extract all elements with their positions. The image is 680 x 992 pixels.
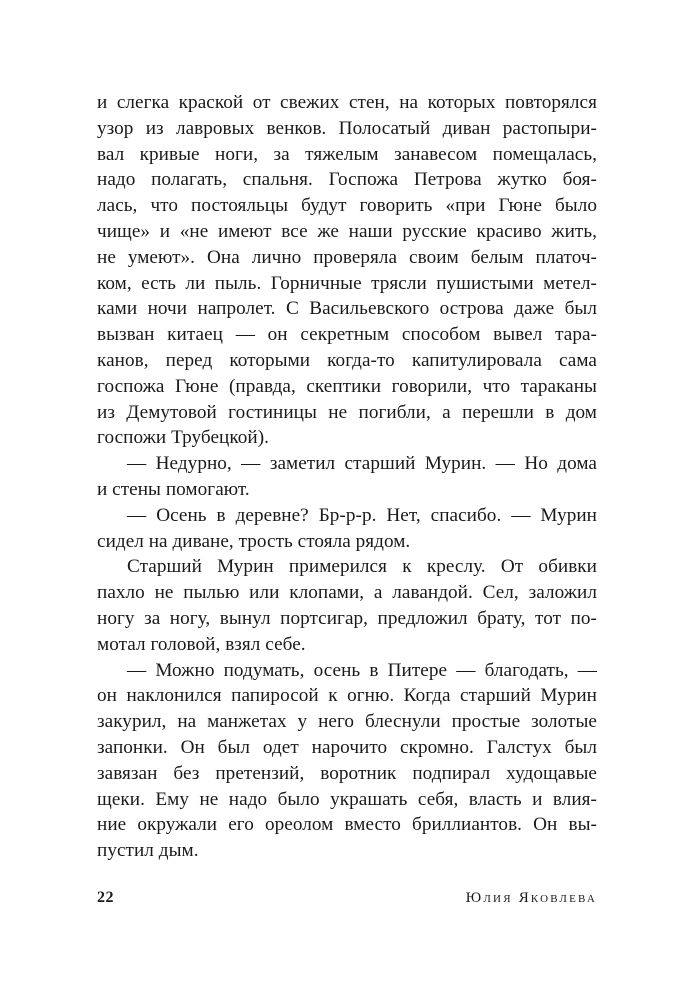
text-line: не умеют». Она лично проверяла своим белым платоч-: [97, 246, 597, 268]
text-line: лась, что постояльцы будут говорить «при Гюне было: [97, 195, 597, 217]
text-line: из Демутовой гостиницы не погибли, а перешли в дом: [97, 401, 597, 423]
text-line: — Осень в деревне? Бр-р-р. Нет, спасибо. — Мурин: [127, 504, 597, 526]
text-line: Старший Мурин примерился к креслу. От обивки: [127, 556, 597, 578]
text-line: завязан без претензий, воротник подпирал худощавые: [97, 762, 597, 784]
text-line: вызван китаец — он секретным способом вывел тара-: [97, 324, 597, 346]
text-line: пахло не пылью или клопами, а лавандой. Сел, заложил: [97, 582, 597, 604]
text-line: закурил, на манжетах у него блеснули простые золотые: [97, 711, 597, 733]
text-line: мотал головой, взял себе.: [97, 633, 306, 655]
text-line: ногу за ногу, вынул портсигар, предложил брату, тот по-: [97, 607, 597, 629]
text-line: госпожи Трубецкой).: [97, 427, 269, 449]
body-text: [97, 90, 597, 864]
text-line: — Недурно, — заметил старший Мурин. — Но дома: [127, 453, 597, 475]
text-line: запонки. Он был одет нарочито скромно. Галстух был: [97, 736, 597, 758]
text-line: надо полагать, спальня. Госпожа Петрова жутко боя-: [97, 169, 597, 191]
running-head-author: Юлия Яковлева: [465, 890, 597, 906]
page-number: 22: [97, 889, 114, 906]
page-footer: [97, 886, 597, 910]
text-line: пустил дым.: [97, 840, 199, 862]
text-line: чище» и «не имеют все же наши русские красиво жить,: [97, 220, 597, 242]
text-line: канов, перед которыми когда-то капитулировала сама: [97, 349, 597, 371]
text-line: госпожа Гюне (правда, скептики говорили, что тараканы: [97, 375, 597, 397]
text-line: щеки. Ему не надо было украшать себя, власть и влия-: [97, 788, 597, 810]
text-line: сидел на диване, трость стояла рядом.: [97, 530, 411, 552]
text-line: и стены помогают.: [97, 478, 250, 500]
text-line: он наклонился папиросой к огню. Когда старший Мурин: [97, 685, 597, 707]
text-line: вал кривые ноги, за тяжелым занавесом помещалась,: [97, 143, 597, 165]
text-line: ком, есть ли пыль. Горничные трясли пушистыми метел-: [97, 272, 597, 294]
text-line: — Можно подумать, осень в Питере — благодать, —: [127, 659, 597, 681]
text-line: и слегка краской от свежих стен, на которых повторялся: [97, 92, 597, 113]
text-line: ние окружали его ореолом вместо бриллиантов. Он вы-: [97, 814, 597, 836]
text-line: ками ночи напролет. С Васильевского острова даже был: [97, 298, 597, 320]
text-line: узор из лавровых венков. Полосатый диван растопыри-: [97, 117, 597, 139]
